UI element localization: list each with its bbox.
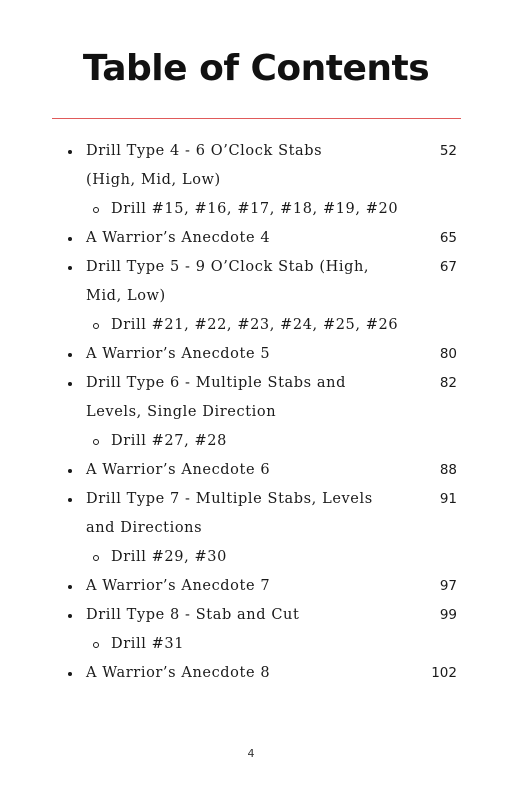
toc-entry-title: Drill Type 8 - Stab and Cut bbox=[86, 607, 300, 623]
title-divider bbox=[52, 118, 461, 119]
toc-entry-page: 97 bbox=[439, 578, 457, 594]
hollow-bullet-icon bbox=[93, 642, 99, 648]
page-number: 4 bbox=[247, 747, 255, 760]
bullet-icon bbox=[68, 382, 72, 386]
hollow-bullet-icon bbox=[93, 439, 99, 445]
bullet-icon bbox=[68, 266, 72, 270]
toc-entry[interactable] bbox=[0, 340, 512, 369]
toc-entry-title: Drill Type 7 - Multiple Stabs, Levels and Directions bbox=[86, 491, 373, 536]
toc-entry-page: 102 bbox=[431, 665, 457, 681]
toc-entry[interactable] bbox=[0, 456, 512, 485]
hollow-bullet-icon bbox=[93, 555, 99, 561]
toc-entry-title: A Warrior’s Anecdote 4 bbox=[86, 230, 271, 246]
toc-subentry[interactable] bbox=[0, 630, 512, 659]
bullet-icon bbox=[68, 498, 72, 502]
toc-entry-title: Drill Type 4 - 6 O’Clock Stabs (High, Mid, Low) bbox=[86, 143, 323, 188]
bullet-icon bbox=[68, 614, 72, 618]
toc-subentry-title: Drill #27, #28 bbox=[111, 433, 227, 449]
toc-subentry[interactable] bbox=[0, 543, 512, 572]
toc-subentry-title: Drill #31 bbox=[111, 636, 185, 652]
toc-entry-title: A Warrior’s Anecdote 8 bbox=[86, 665, 271, 681]
toc-entry[interactable] bbox=[0, 137, 512, 195]
toc-entry-title: Drill Type 5 - 9 O’Clock Stab (High, Mid, Low) bbox=[86, 259, 370, 304]
toc-entry[interactable] bbox=[0, 369, 512, 427]
toc-entry-title: Drill Type 6 - Multiple Stabs and Levels, Single Direction bbox=[86, 375, 346, 420]
bullet-icon bbox=[68, 585, 72, 589]
bullet-icon bbox=[68, 353, 72, 357]
toc-entry-title: A Warrior’s Anecdote 6 bbox=[86, 462, 271, 478]
toc-entry-title: A Warrior’s Anecdote 7 bbox=[86, 578, 271, 594]
toc-subentry-title: Drill #29, #30 bbox=[111, 549, 227, 565]
toc-entry[interactable] bbox=[0, 601, 512, 630]
toc-entry-page: 99 bbox=[439, 607, 457, 623]
bullet-icon bbox=[68, 672, 72, 676]
toc-subentry-title: Drill #21, #22, #23, #24, #25, #26 bbox=[111, 317, 399, 333]
toc-entry[interactable] bbox=[0, 659, 512, 688]
toc-entry-page: 91 bbox=[439, 491, 457, 507]
toc-entry[interactable] bbox=[0, 485, 512, 543]
bullet-icon bbox=[68, 237, 72, 241]
toc-entry[interactable] bbox=[0, 253, 512, 311]
hollow-bullet-icon bbox=[93, 323, 99, 329]
page-title: Table of Contents bbox=[82, 48, 430, 89]
hollow-bullet-icon bbox=[93, 207, 99, 213]
toc-entry-page: 52 bbox=[439, 143, 457, 159]
toc-entry-page: 67 bbox=[439, 259, 457, 275]
toc-subentry[interactable] bbox=[0, 311, 512, 340]
toc-subentry[interactable] bbox=[0, 427, 512, 456]
bullet-icon bbox=[68, 469, 72, 473]
toc-entry-page: 82 bbox=[439, 375, 457, 391]
toc-entry[interactable] bbox=[0, 224, 512, 253]
toc-entry[interactable] bbox=[0, 572, 512, 601]
toc-subentry[interactable] bbox=[0, 195, 512, 224]
toc-entry-title: A Warrior’s Anecdote 5 bbox=[86, 346, 271, 362]
bullet-icon bbox=[68, 150, 72, 154]
table-of-contents bbox=[0, 137, 512, 688]
toc-subentry-title: Drill #15, #16, #17, #18, #19, #20 bbox=[111, 201, 399, 217]
toc-entry-page: 88 bbox=[439, 462, 457, 478]
toc-entry-page: 80 bbox=[439, 346, 457, 362]
toc-entry-page: 65 bbox=[439, 230, 457, 246]
